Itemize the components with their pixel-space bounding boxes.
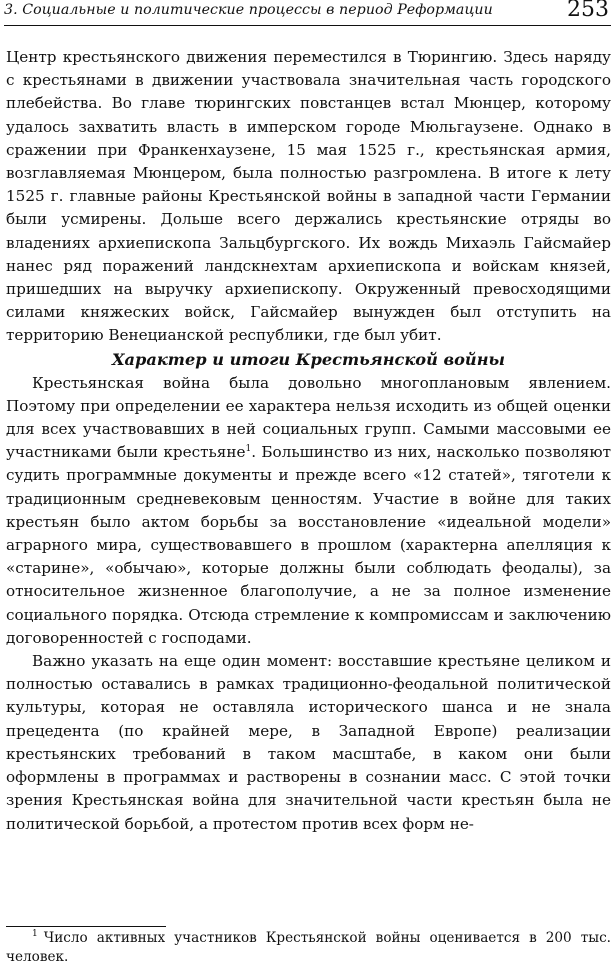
- header-rule: [4, 25, 611, 26]
- running-head: 3. Социальные и политические процессы в период Реформации: [4, 2, 493, 18]
- footnote-text: Число активных участников Крестьянской войны оценивается в 200 тыс. человек.: [6, 930, 611, 965]
- footnote-rule: [6, 926, 166, 927]
- paragraph-2-part-2: . Большинство из них, насколько позволяют судить программные документы и прежде всего «12 статей», тяготели к традиционным средневековым ценностям. Участие в войне для таких крестьян было актом борьбы за восстановление «идеальной модели» аграрного мира, существовавшего в прошлом (характерна апелляция к «старине», «обычаю», которые должны были соблюдать феодалы), за относительное жизненное благополучие, а не за полное изменение социального порядка. Отсюда стремление к компромиссам и заключению договоренностей с господами.: [6, 443, 611, 647]
- paragraph-2-part-1: Крестьянская война была довольно многоплановым явлением. Поэтому при определении ее характера нельзя исходить из общей оценки для всех участвовавших в ней социальных групп. Самыми массовыми ее участниками были крестьяне: [6, 373, 611, 462]
- page-number: 253: [567, 0, 609, 22]
- paragraph-2: [6, 372, 611, 650]
- paragraph-3: Важно указать на еще один момент: восставшие крестьяне целиком и полностью оставались в рамках традиционно-феодальной политической культуры, которая не оставляла исторического шанса и не знала прецедента (по крайней мере, в Западной Европе) реализации крестьянских требований в таком масштабе, в каком они были оформлены в программах и растворены в сознании масс. С этой точки зрения Крестьянская война для значительной части крестьян была не политической борьбой, а протестом против всех форм не-: [6, 652, 611, 833]
- page-header: [4, 0, 611, 26]
- footnote-number: 1: [32, 929, 38, 940]
- main-text: [6, 46, 611, 836]
- footnote-reference[interactable]: 1: [245, 444, 252, 455]
- section-heading: Характер и итоги Крестьянской войны: [112, 349, 505, 369]
- footnote: [6, 929, 611, 967]
- paragraph-1: Центр крестьянского движения переместился в Тюрингию. Здесь наряду с крестьянами в движении участвовала значительная часть городского плебейства. Во главе тюрингских повстанцев встал Мюнцер, которому удалось захватить власть в имперском городе Мюльгаузене. Однако в сражении при Франкенхаузене, 15 мая 1525 г., крестьянская армия, возглавляемая Мюнцером, была полностью разгромлена. В итоге к лету 1525 г. главные районы Крестьянской войны в западной части Германии были усмирены. Дольше всего держались крестьянские отряды во владениях архиепископа Зальцбургского. Их вождь Михаэль Гайсмайер нанес ряд поражений ландскнехтам архиепископа и войскам князей, пришедших на выручку архиепископу. Окруженный превосходящими силами княжеских войск, Гайсмайер вынужден был отступить на территорию Венецианской республики, где был убит.: [6, 48, 611, 345]
